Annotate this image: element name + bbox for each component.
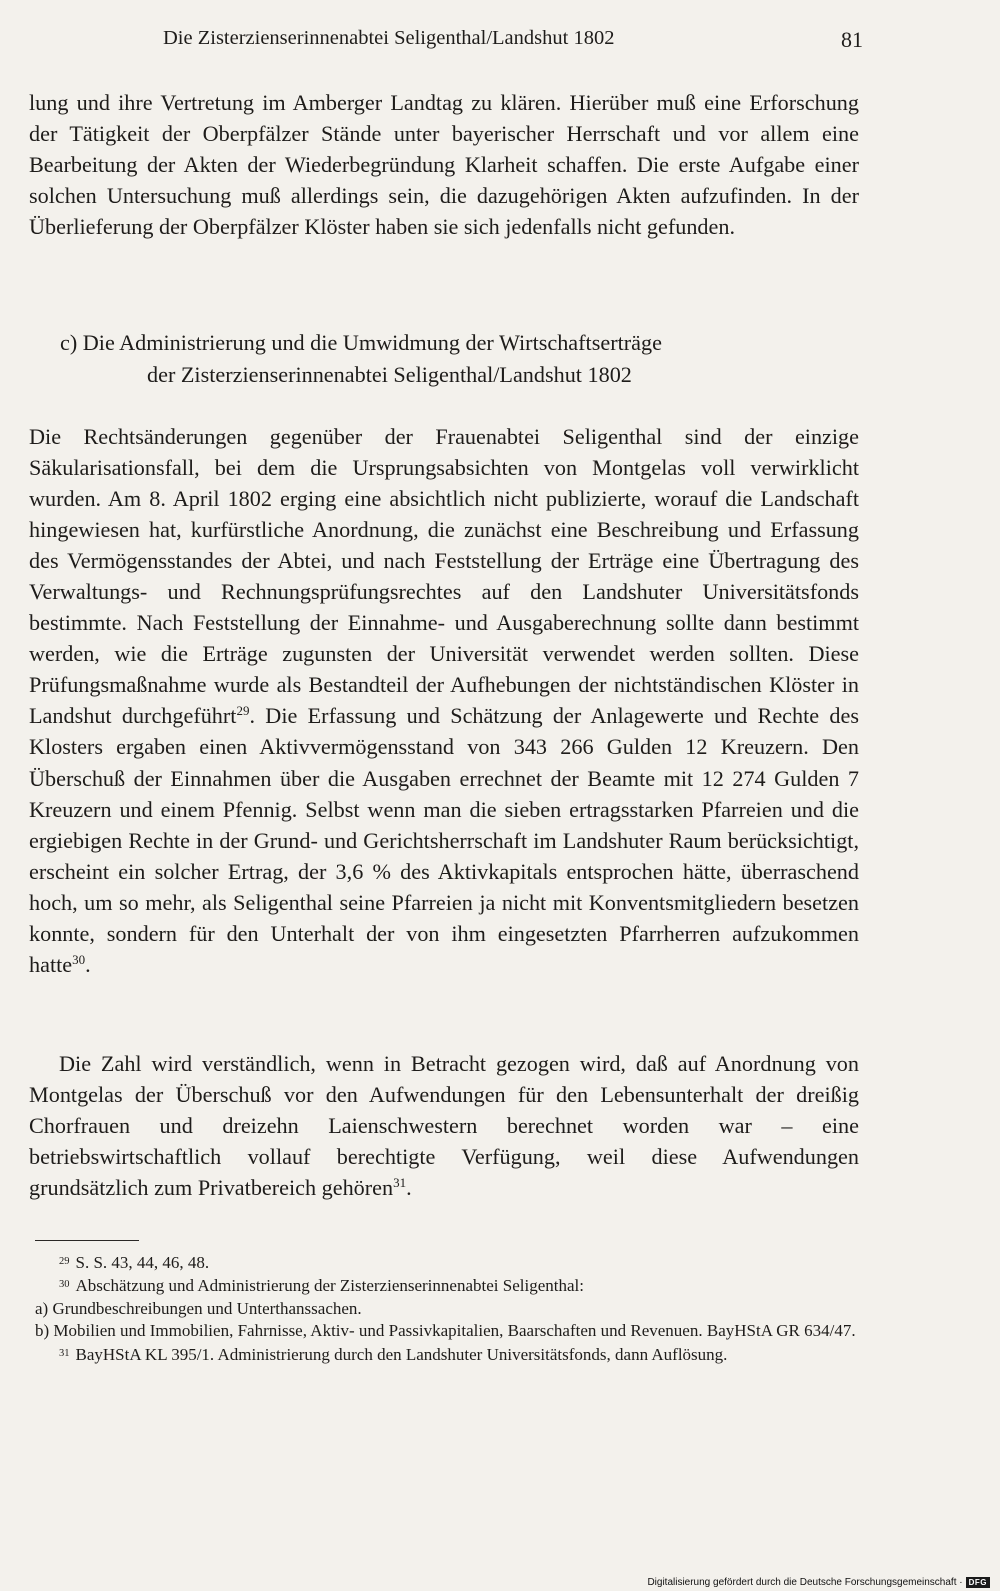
paragraph-conclusion-end: .: [406, 1175, 412, 1201]
footnote-31-number: 31: [59, 1347, 70, 1359]
dfg-logo-icon: DFG: [966, 1577, 990, 1588]
credit-text: Digitalisierung gefördert durch die Deutsche Forschungsgemeinschaft ·: [647, 1577, 963, 1588]
section-heading-line-1: c) Die Administrierung und die Umwidmung der Wirtschaftserträge: [60, 330, 662, 355]
footnote-ref-31[interactable]: 31: [393, 1175, 407, 1191]
footnote-ref-29[interactable]: 29: [236, 703, 250, 719]
footnote-29-text: S. S. 43, 44, 46, 48.: [75, 1253, 210, 1272]
section-heading-line-2: der Zisterzienserinnenabtei Seligenthal/Landshut 1802: [147, 362, 632, 387]
footnote-30-line-2: a) Grundbeschreibungen und Unterthanssachen.: [35, 1298, 362, 1318]
paragraph-body: [29, 421, 859, 980]
paragraph-body-part-3: .: [85, 951, 91, 977]
footnote-31: [35, 1343, 867, 1366]
footnote-29-number: 29: [59, 1256, 70, 1267]
footnote-30-number: 30: [59, 1279, 70, 1291]
footnote-30-line-1: Abschätzung und Administrierung der Zisterzienserinnenabtei Seligenthal:: [75, 1276, 584, 1296]
page-number: 81: [841, 27, 863, 52]
footnote-31-text: BayHStA KL 395/1. Administrierung durch den Landshuter Universitätsfonds, dann Auflösung.: [75, 1344, 728, 1364]
footnotes: [35, 1251, 867, 1366]
digitization-credit: [647, 1577, 990, 1588]
paragraph-conclusion: [29, 1048, 859, 1203]
running-header: [163, 27, 863, 50]
running-title: Die Zisterzienserinnenabtei Seligenthal/Landshut 1802: [163, 27, 615, 49]
section-heading: [60, 327, 860, 391]
footnote-separator: [35, 1240, 139, 1241]
paragraph-body-part-1: Die Rechtsänderungen gegenüber der Frauenabtei Seligenthal sind der einzige Säkularisationsfall, bei dem die Ursprungsabsichten von Montgelas voll verwirklicht wurden. Am 8. April 1802 erging eine absichtlich nicht publizierte, worauf die Landschaft hingewiesen hat, kurfürstliche Anordnung, die zunächst eine Beschreibung und Erfassung des Vermögensstandes der Abtei, und nach Feststellung der Erträge eine Übertragung des Verwaltungs- und Rechnungsprüfungsrechtes auf den Landshuter Universitätsfonds bestimmte. Nach Feststellung der Einnahme- und Ausgaberechnung sollte dann bestimmt werden, wie die Erträge zugunsten der Universität verwendet werden sollten. Diese Prüfungsmaßnahme wurde als Bestandteil der Aufhebungen der nichtständischen Klöster in Landshut durchgeführt: [29, 424, 859, 729]
paragraph-continuation: lung und ihre Vertretung im Amberger Landtag zu klären. Hierüber muß eine Erforschung der Tätigkeit der Oberpfälzer Stände unter bayerischer Herrschaft und vor allem eine Bearbeitung der Akten der Wiederbegründung Klarheit schaffen. Die erste Aufgabe einer solchen Untersuchung muß allerdings sein, die dazugehörigen Akten aufzufinden. In der Überlieferung der Oberpfälzer Klöster haben sie sich jedenfalls nicht gefunden.: [29, 90, 859, 240]
footnote-30: [35, 1274, 867, 1297]
footnote-ref-30[interactable]: 30: [72, 951, 86, 967]
footnote-30-line-3: b) Mobilien und Immobilien, Fahrnisse, Aktiv- und Passivkapitalien, Baarschaften und Revenuen. BayHStA GR 634/47.: [35, 1321, 856, 1341]
footnote-29: [35, 1251, 867, 1274]
paragraph-body-part-2: . Die Erfassung und Schätzung der Anlagewerte und Rechte des Klosters ergaben einen Aktivvermögensstand von 343 266 Gulden 12 Kreuzern. Den Überschuß der Einnahmen über die Ausgaben errechnet der Beamte mit 12 274 Gulden 7 Kreuzern und einem Pfennig. Selbst wenn man die sieben ertragsstarken Pfarreien und die ergiebigen Rechte in der Grund- und Gerichtsherrschaft im Landshuter Raum berücksichtigt, erscheint ein solcher Ertrag, der 3,6 % des Aktivkapitals entsprochen hätte, überraschend hoch, um so mehr, als Seligenthal seine Pfarreien ja nicht mit Konventsmitgliedern besetzen konnte, sondern für den Unterhalt der von ihm eingesetzten Pfarrherren aufzukommen hatte: [29, 703, 860, 977]
paragraph-conclusion-text: Die Zahl wird verständlich, wenn in Betracht gezogen wird, daß auf Anordnung von Montgelas der Überschuß vor den Aufwendungen für den Lebensunterhalt der dreißig Chorfrauen und dreizehn Laienschwestern berechnet worden war – eine betriebswirtschaftlich vollauf berechtigte Verfügung, weil diese Aufwendungen grundsätzlich zum Privatbereich gehören: [29, 1051, 859, 1201]
